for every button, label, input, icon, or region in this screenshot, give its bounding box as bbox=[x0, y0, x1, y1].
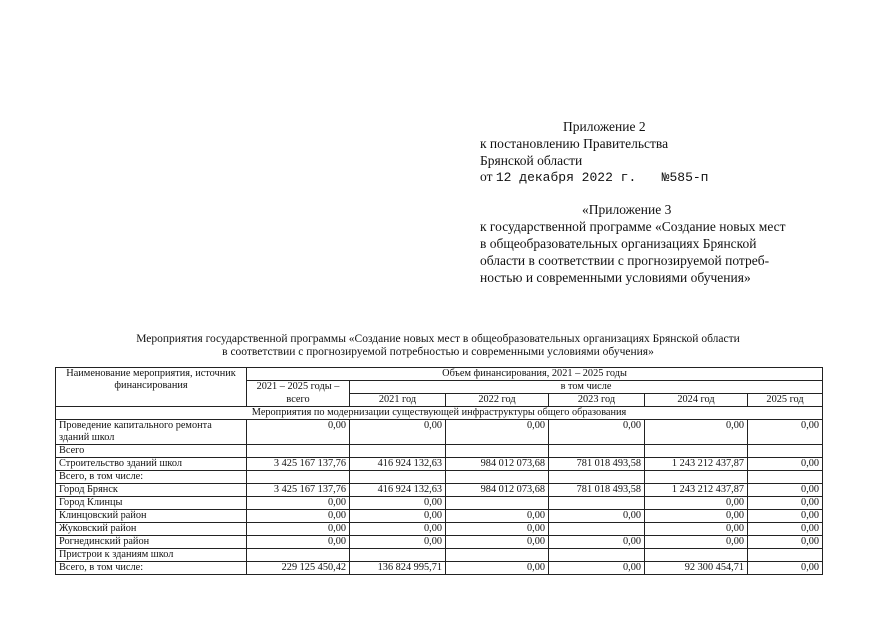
row-label bbox=[56, 510, 247, 523]
appendix-3-line-3: в общеобразовательных организациях Брянской bbox=[480, 236, 757, 251]
table-body bbox=[56, 420, 823, 575]
appendix-3-line-5: ностью и современными условиями обучения» bbox=[480, 270, 751, 285]
cell-year-value: 0,00 bbox=[446, 420, 549, 445]
table-row bbox=[56, 471, 823, 484]
cell-year-value: 781 018 493,58 bbox=[549, 484, 645, 497]
date-prefix: от bbox=[480, 169, 493, 184]
row-label-line: Строительство зданий школ bbox=[59, 458, 183, 469]
row-label bbox=[56, 445, 247, 458]
cell-total bbox=[247, 549, 350, 562]
row-label bbox=[56, 497, 247, 510]
row-label bbox=[56, 536, 247, 549]
cell-year-value: 416 924 132,63 bbox=[350, 484, 446, 497]
cell-year-value: 0,00 bbox=[748, 510, 823, 523]
cell-total: 0,00 bbox=[247, 523, 350, 536]
appendix-2-title: Приложение 2 bbox=[563, 119, 646, 134]
appendix-3-line-4: области в соответствии с прогнозируемой потреб- bbox=[480, 253, 770, 268]
cell-total: 0,00 bbox=[247, 420, 350, 445]
cell-year-value: 0,00 bbox=[645, 536, 748, 549]
table-row bbox=[56, 510, 823, 523]
date-line bbox=[480, 168, 708, 186]
document-title-line-1: Мероприятия государственной программы «Создание новых мест в общеобразовательных организациях Брянской области bbox=[136, 333, 740, 345]
resolution-date: 12 декабря 2022 г. bbox=[495, 170, 637, 185]
table-row bbox=[56, 458, 823, 471]
table-row bbox=[56, 549, 823, 562]
cell-year-value: 0,00 bbox=[645, 420, 748, 445]
cell-year-value bbox=[350, 549, 446, 562]
cell-total: 3 425 167 137,76 bbox=[247, 458, 350, 471]
column-header-year: 2023 год bbox=[549, 394, 645, 407]
cell-year-value: 0,00 bbox=[549, 420, 645, 445]
cell-year-value bbox=[549, 445, 645, 458]
row-label-line: зданий школ bbox=[59, 432, 115, 443]
cell-year-value: 0,00 bbox=[446, 562, 549, 575]
column-header-name: Наименование мероприятия, источник финансирования bbox=[56, 368, 247, 407]
cell-total bbox=[247, 471, 350, 484]
row-label bbox=[56, 471, 247, 484]
row-label-line: Клинцовский район bbox=[59, 510, 147, 521]
cell-year-value: 0,00 bbox=[645, 510, 748, 523]
cell-year-value: 136 824 995,71 bbox=[350, 562, 446, 575]
cell-year-value: 0,00 bbox=[748, 562, 823, 575]
region-line: Брянской области bbox=[480, 153, 583, 168]
document-title-line-2: в соответствии с прогнозируемой потребностью и современными условиями обучения» bbox=[222, 346, 654, 358]
row-label-line: Город Клинцы bbox=[59, 497, 123, 508]
cell-year-value bbox=[350, 471, 446, 484]
cell-year-value: 0,00 bbox=[446, 523, 549, 536]
cell-year-value bbox=[549, 471, 645, 484]
cell-year-value: 0,00 bbox=[446, 510, 549, 523]
column-header-including: в том числе bbox=[350, 381, 823, 394]
cell-year-value bbox=[645, 445, 748, 458]
table-row bbox=[56, 562, 823, 575]
cell-year-value bbox=[446, 549, 549, 562]
row-label-line: Пристрои к зданиям школ bbox=[59, 549, 174, 560]
cell-year-value: 0,00 bbox=[350, 536, 446, 549]
cell-year-value: 984 012 073,68 bbox=[446, 458, 549, 471]
row-label bbox=[56, 562, 247, 575]
row-label-line: Рогнединский район bbox=[59, 536, 150, 547]
cell-year-value bbox=[446, 497, 549, 510]
cell-year-value: 781 018 493,58 bbox=[549, 458, 645, 471]
table-row bbox=[56, 536, 823, 549]
row-label-line: Всего, в том числе: bbox=[59, 562, 144, 573]
cell-year-value: 0,00 bbox=[549, 536, 645, 549]
section-header: Мероприятия по модернизации существующей инфраструктуры общего образования bbox=[56, 407, 823, 420]
table-row bbox=[56, 484, 823, 497]
cell-year-value: 0,00 bbox=[645, 523, 748, 536]
appendix-3-line-2: к государственной программе «Создание новых мест bbox=[480, 219, 786, 234]
cell-year-value: 0,00 bbox=[645, 497, 748, 510]
column-header-total-line-1: 2021 – 2025 годы – bbox=[247, 381, 350, 394]
cell-year-value bbox=[549, 497, 645, 510]
cell-total: 3 425 167 137,76 bbox=[247, 484, 350, 497]
cell-total: 0,00 bbox=[247, 497, 350, 510]
row-label-line: Всего bbox=[59, 445, 85, 456]
cell-total bbox=[247, 445, 350, 458]
cell-year-value: 0,00 bbox=[350, 523, 446, 536]
cell-year-value: 0,00 bbox=[748, 458, 823, 471]
cell-year-value bbox=[748, 471, 823, 484]
cell-year-value bbox=[350, 445, 446, 458]
resolution-number: №585-п bbox=[661, 170, 709, 185]
cell-year-value bbox=[748, 445, 823, 458]
resolution-line: к постановлению Правительства bbox=[480, 136, 669, 151]
cell-year-value: 0,00 bbox=[350, 497, 446, 510]
row-label bbox=[56, 523, 247, 536]
cell-year-value: 416 924 132,63 bbox=[350, 458, 446, 471]
table-row bbox=[56, 497, 823, 510]
cell-total: 0,00 bbox=[247, 510, 350, 523]
cell-year-value: 0,00 bbox=[549, 510, 645, 523]
row-label-line: Город Брянск bbox=[59, 484, 118, 495]
column-header-total-line-2: всего bbox=[247, 394, 350, 407]
cell-year-value: 0,00 bbox=[748, 523, 823, 536]
cell-year-value: 0,00 bbox=[446, 536, 549, 549]
row-label bbox=[56, 458, 247, 471]
cell-year-value: 0,00 bbox=[350, 510, 446, 523]
cell-year-value bbox=[446, 445, 549, 458]
table-row bbox=[56, 523, 823, 536]
column-header-year: 2021 год bbox=[350, 394, 446, 407]
row-label bbox=[56, 549, 247, 562]
cell-year-value: 92 300 454,71 bbox=[645, 562, 748, 575]
cell-year-value: 1 243 212 437,87 bbox=[645, 484, 748, 497]
cell-year-value: 0,00 bbox=[549, 562, 645, 575]
table-row bbox=[56, 420, 823, 445]
row-label-line: Жуковский район bbox=[59, 523, 137, 534]
column-header-year: 2022 год bbox=[446, 394, 549, 407]
column-header-year: 2024 год bbox=[645, 394, 748, 407]
cell-total: 229 125 450,42 bbox=[247, 562, 350, 575]
financing-table bbox=[55, 367, 823, 575]
row-label bbox=[56, 420, 247, 445]
cell-total: 0,00 bbox=[247, 536, 350, 549]
cell-year-value: 0,00 bbox=[748, 420, 823, 445]
cell-year-value bbox=[446, 471, 549, 484]
column-header-volume: Объем финансирования, 2021 – 2025 годы bbox=[247, 368, 823, 381]
row-label-line: Проведение капитального ремонта bbox=[59, 420, 212, 431]
cell-year-value: 0,00 bbox=[748, 484, 823, 497]
cell-year-value: 0,00 bbox=[748, 497, 823, 510]
cell-year-value: 0,00 bbox=[350, 420, 446, 445]
cell-year-value: 0,00 bbox=[748, 536, 823, 549]
table-row bbox=[56, 445, 823, 458]
cell-year-value bbox=[645, 549, 748, 562]
cell-year-value: 1 243 212 437,87 bbox=[645, 458, 748, 471]
cell-year-value: 984 012 073,68 bbox=[446, 484, 549, 497]
cell-year-value bbox=[748, 549, 823, 562]
row-label-line: Всего, в том числе: bbox=[59, 471, 144, 482]
row-label bbox=[56, 484, 247, 497]
column-header-year: 2025 год bbox=[748, 394, 823, 407]
cell-year-value bbox=[549, 523, 645, 536]
cell-year-value bbox=[645, 471, 748, 484]
appendix-3-title: «Приложение 3 bbox=[582, 202, 672, 217]
cell-year-value bbox=[549, 549, 645, 562]
